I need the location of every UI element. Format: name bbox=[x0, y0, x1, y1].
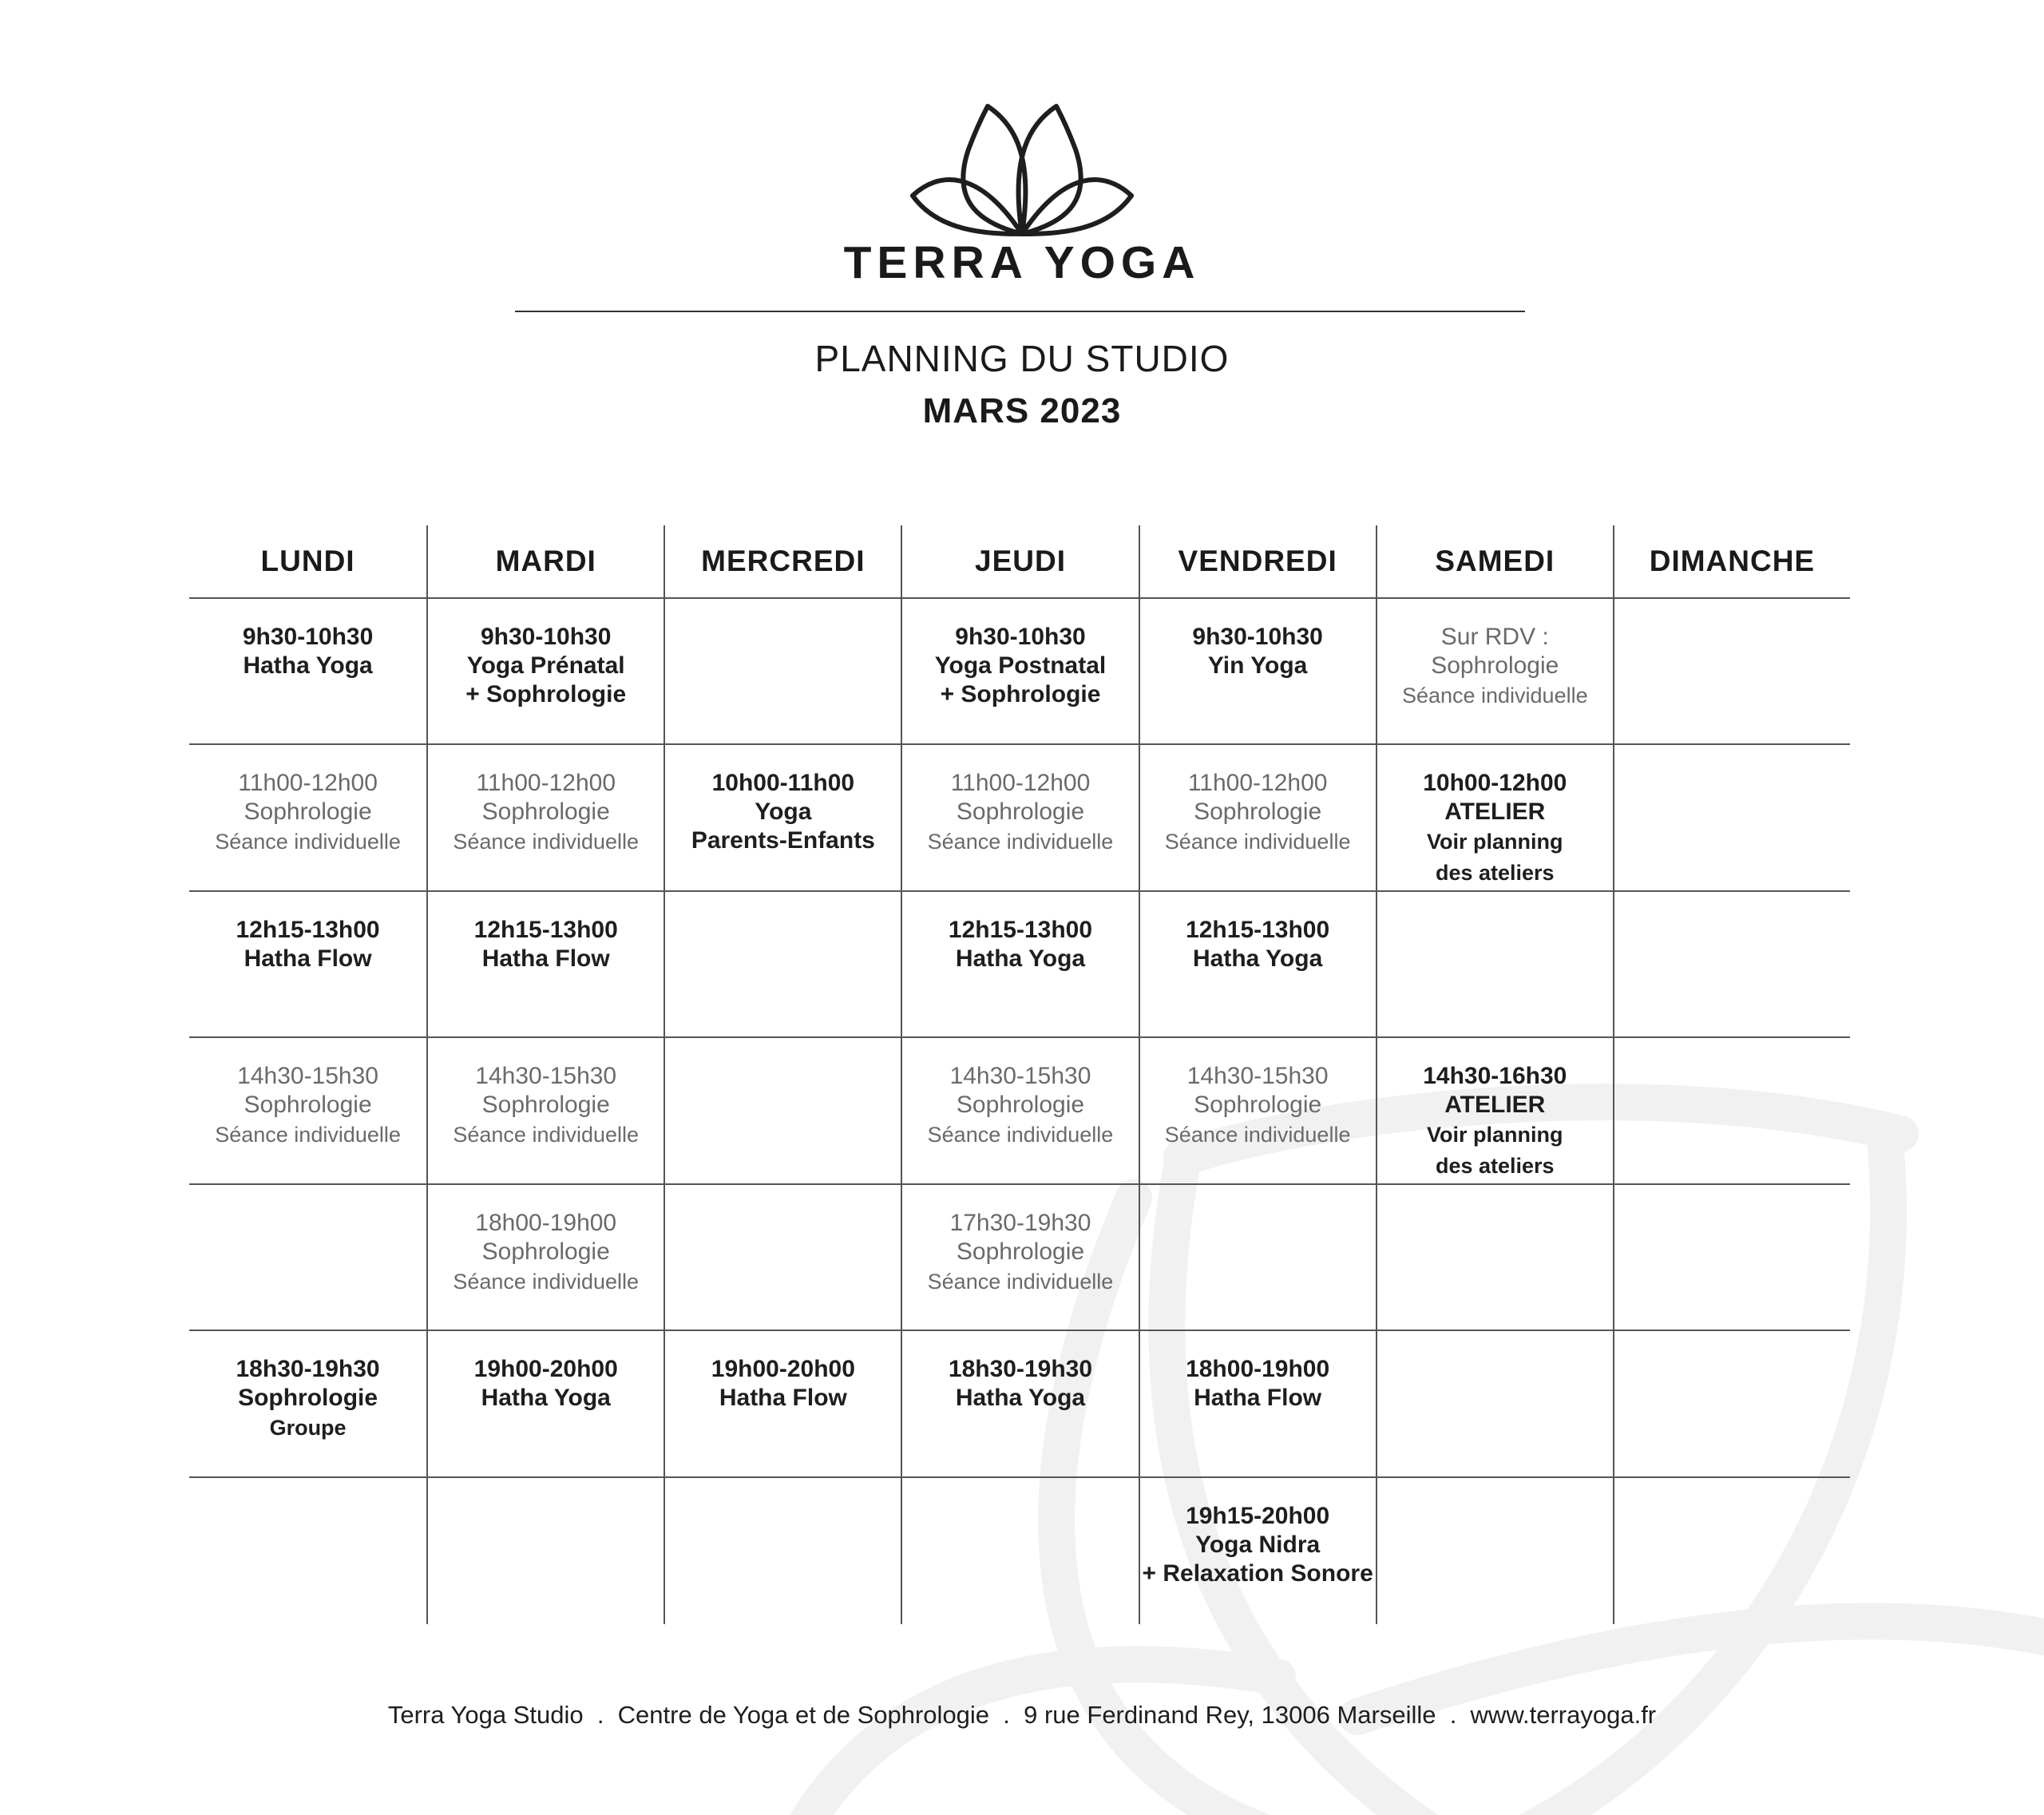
cell-line: Sophrologie bbox=[956, 1092, 1085, 1119]
cell-line: Hatha Yoga bbox=[955, 945, 1086, 972]
schedule-cell bbox=[1139, 599, 1376, 745]
cell-line: 18h30-19h30 bbox=[236, 1356, 380, 1383]
schedule-cell bbox=[1139, 745, 1376, 891]
cell-line: 11h00-12h00 bbox=[476, 770, 616, 797]
schedule-cell bbox=[1139, 1038, 1376, 1184]
cell-line: Hatha Yoga bbox=[955, 1385, 1086, 1412]
cell-line: ATELIER bbox=[1444, 1092, 1546, 1119]
cell-line: 18h30-19h30 bbox=[948, 1356, 1093, 1383]
schedule-cell bbox=[426, 1478, 664, 1624]
schedule-cell bbox=[426, 599, 664, 745]
brand-name: TERRA YOGA bbox=[843, 237, 1201, 288]
cell-line: Séance individuelle bbox=[927, 830, 1114, 854]
cell-line: Séance individuelle bbox=[1164, 1123, 1351, 1147]
schedule-cell bbox=[664, 1331, 901, 1477]
cell-line: Parents-Enfants bbox=[691, 827, 875, 854]
schedule-cell bbox=[189, 599, 426, 745]
schedule-cell bbox=[426, 1038, 664, 1184]
schedule-cell bbox=[189, 1038, 426, 1184]
schedule-cell bbox=[1376, 1038, 1613, 1184]
cell-line: Hatha Yoga bbox=[243, 652, 373, 679]
cell-line: Sophrologie bbox=[1431, 652, 1559, 679]
cell-line: Voir planning bbox=[1427, 1123, 1563, 1147]
cell-line: Sophrologie bbox=[244, 1092, 372, 1119]
schedule-cell bbox=[901, 1331, 1138, 1477]
cell-line: 19h00-20h00 bbox=[473, 1356, 618, 1383]
schedule-cell bbox=[1376, 1478, 1613, 1624]
schedule-cell bbox=[426, 745, 664, 891]
cell-line: Séance individuelle bbox=[453, 1123, 640, 1147]
day-header: VENDREDI bbox=[1139, 525, 1376, 599]
schedule-cell bbox=[189, 1185, 426, 1331]
cell-line: 10h00-12h00 bbox=[1423, 770, 1567, 797]
cell-line: des ateliers bbox=[1435, 861, 1555, 886]
cell-line: des ateliers bbox=[1435, 1154, 1555, 1179]
schedule-cell bbox=[189, 1331, 426, 1477]
schedule-cell bbox=[1139, 1185, 1376, 1331]
schedule-cell bbox=[664, 892, 901, 1038]
cell-line: 9h30-10h30 bbox=[955, 624, 1086, 650]
cell-line: Yin Yoga bbox=[1207, 652, 1308, 679]
cell-line: Voir planning bbox=[1427, 830, 1563, 854]
cell-line: Séance individuelle bbox=[1401, 684, 1588, 707]
cell-line: Groupe bbox=[269, 1416, 347, 1441]
schedule-cell bbox=[426, 892, 664, 1038]
schedule-cell bbox=[1376, 599, 1613, 745]
schedule-cell bbox=[1613, 1185, 1850, 1331]
day-header: MARDI bbox=[426, 525, 664, 599]
cell-line: 9h30-10h30 bbox=[1192, 624, 1323, 650]
schedule-cell bbox=[189, 745, 426, 891]
footer-text: Terra Yoga Studio . Centre de Yoga et de Sophrologie . 9 rue Ferdinand Rey, 13006 Marseille . www.terrayoga.fr bbox=[387, 1701, 1657, 1729]
schedule-cell bbox=[1376, 1331, 1613, 1477]
cell-line: + Sophrologie bbox=[940, 681, 1101, 707]
cell-line: 11h00-12h00 bbox=[1187, 770, 1328, 797]
cell-line: 19h15-20h00 bbox=[1186, 1502, 1330, 1529]
cell-line: 17h30-19h30 bbox=[949, 1209, 1091, 1236]
schedule-cell bbox=[426, 1185, 664, 1331]
cell-line: Hatha Flow bbox=[1194, 1385, 1322, 1412]
cell-line: 10h00-11h00 bbox=[711, 770, 855, 797]
cell-line: Sophrologie bbox=[238, 1385, 378, 1412]
lotus-icon bbox=[906, 92, 1138, 240]
schedule-cell bbox=[426, 1331, 664, 1477]
schedule-cell bbox=[664, 1478, 901, 1624]
schedule-cell bbox=[901, 1478, 1138, 1624]
schedule-cell bbox=[1139, 1331, 1376, 1477]
cell-line: 11h00-12h00 bbox=[950, 770, 1091, 797]
schedule-cell bbox=[664, 745, 901, 891]
schedule-cell bbox=[1376, 1185, 1613, 1331]
cell-line: 14h30-15h30 bbox=[237, 1063, 378, 1090]
cell-line: 14h30-16h30 bbox=[1423, 1063, 1567, 1090]
cell-line: 18h00-19h00 bbox=[475, 1209, 617, 1236]
schedule-cell bbox=[901, 1185, 1138, 1331]
schedule-cell bbox=[1376, 745, 1613, 891]
cell-line: 11h00-12h00 bbox=[238, 770, 378, 797]
cell-line: ATELIER bbox=[1444, 799, 1546, 826]
cell-line: Séance individuelle bbox=[927, 1123, 1114, 1147]
day-header: SAMEDI bbox=[1376, 525, 1613, 599]
day-header: DIMANCHE bbox=[1613, 525, 1850, 599]
schedule-cell bbox=[901, 892, 1138, 1038]
schedule-table bbox=[189, 525, 1850, 1624]
schedule-cell bbox=[1139, 1478, 1376, 1624]
schedule-cell bbox=[901, 745, 1138, 891]
cell-line: Yoga Nidra bbox=[1195, 1531, 1321, 1558]
cell-line: Yoga Postnatal bbox=[934, 652, 1107, 679]
cell-line: Sophrologie bbox=[1194, 799, 1322, 826]
cell-line: 9h30-10h30 bbox=[242, 624, 374, 650]
cell-line: 18h00-19h00 bbox=[1186, 1356, 1330, 1383]
cell-line: 12h15-13h00 bbox=[1186, 916, 1330, 943]
cell-line: Sophrologie bbox=[481, 1092, 610, 1119]
cell-line: Séance individuelle bbox=[927, 1269, 1114, 1294]
cell-line: Hatha Flow bbox=[244, 945, 372, 972]
schedule-cell bbox=[189, 892, 426, 1038]
schedule-cell bbox=[1139, 892, 1376, 1038]
cell-line: + Sophrologie bbox=[465, 681, 627, 707]
cell-line: Sur RDV : bbox=[1440, 624, 1549, 650]
schedule-cell bbox=[1613, 745, 1850, 891]
cell-line: Sophrologie bbox=[244, 799, 372, 826]
cell-line: Sophrologie bbox=[481, 1238, 610, 1265]
header-divider bbox=[515, 311, 1525, 312]
cell-line: Sophrologie bbox=[1194, 1092, 1322, 1119]
page-subtitle: MARS 2023 bbox=[922, 391, 1122, 430]
schedule-cell bbox=[1613, 892, 1850, 1038]
cell-line: 14h30-15h30 bbox=[475, 1063, 617, 1090]
cell-line: 12h15-13h00 bbox=[473, 916, 618, 943]
cell-line: Séance individuelle bbox=[453, 830, 640, 854]
schedule-cell bbox=[1613, 1478, 1850, 1624]
cell-line: Hatha Yoga bbox=[1193, 945, 1323, 972]
schedule-cell bbox=[1613, 1038, 1850, 1184]
cell-line: 14h30-15h30 bbox=[949, 1063, 1091, 1090]
schedule-cell bbox=[1376, 892, 1613, 1038]
cell-line: Sophrologie bbox=[956, 799, 1085, 826]
day-header: MERCREDI bbox=[664, 525, 901, 599]
page-title: PLANNING DU STUDIO bbox=[814, 338, 1230, 379]
cell-line: 12h15-13h00 bbox=[236, 916, 380, 943]
cell-line: Sophrologie bbox=[481, 799, 610, 826]
cell-line: Séance individuelle bbox=[215, 830, 401, 854]
cell-line: Yoga bbox=[755, 799, 812, 826]
schedule-cell bbox=[189, 1478, 426, 1624]
schedule-cell bbox=[664, 1185, 901, 1331]
cell-line: Hatha Flow bbox=[481, 945, 610, 972]
cell-line: Hatha Flow bbox=[719, 1385, 847, 1412]
cell-line: Hatha Yoga bbox=[481, 1385, 611, 1412]
cell-line: 14h30-15h30 bbox=[1186, 1063, 1329, 1090]
cell-line: 12h15-13h00 bbox=[948, 916, 1093, 943]
cell-line: Séance individuelle bbox=[215, 1123, 401, 1147]
cell-line: Sophrologie bbox=[956, 1238, 1085, 1265]
schedule-cell bbox=[901, 1038, 1138, 1184]
schedule-cell bbox=[1613, 599, 1850, 745]
day-header: JEUDI bbox=[901, 525, 1138, 599]
cell-line: Séance individuelle bbox=[453, 1269, 640, 1294]
cell-line: Séance individuelle bbox=[1164, 830, 1351, 854]
cell-line: 9h30-10h30 bbox=[480, 624, 612, 650]
day-header: LUNDI bbox=[189, 525, 426, 599]
cell-line: 19h00-20h00 bbox=[711, 1356, 855, 1383]
schedule-cell bbox=[901, 599, 1138, 745]
schedule-cell bbox=[1613, 1331, 1850, 1477]
cell-line: + Relaxation Sonore bbox=[1142, 1559, 1373, 1587]
cell-line: Yoga Prénatal bbox=[466, 652, 625, 679]
schedule-cell bbox=[664, 599, 901, 745]
schedule-cell bbox=[664, 1038, 901, 1184]
